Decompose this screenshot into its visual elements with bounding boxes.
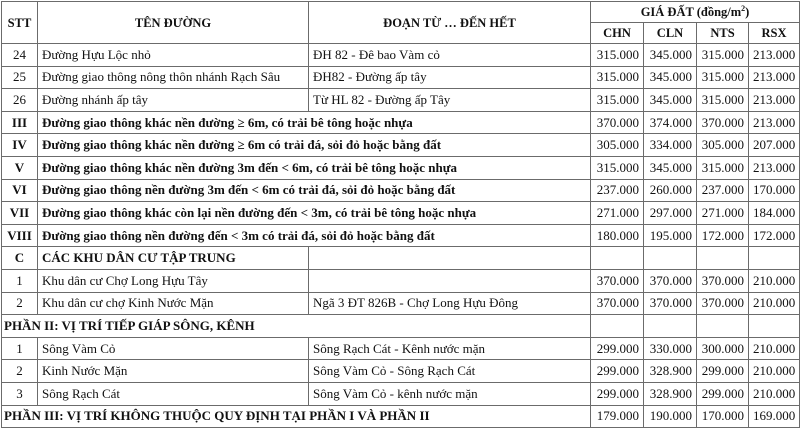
table-row bbox=[2, 44, 800, 67]
table-row bbox=[2, 89, 800, 112]
table-row bbox=[2, 66, 800, 89]
section-row-c bbox=[2, 247, 800, 270]
cell-street-name: Khu dân cư Chợ Long Hựu Tây bbox=[38, 269, 309, 292]
cell-chn: 370.000 bbox=[591, 269, 644, 292]
cell-nts: 315.000 bbox=[697, 156, 749, 179]
cell-chn: 305.000 bbox=[591, 134, 644, 157]
cell-section-name: CÁC KHU DÂN CƯ TẬP TRUNG bbox=[38, 247, 309, 270]
cell-chn: 370.000 bbox=[591, 111, 644, 134]
cell-street-name: Khu dân cư chợ Kinh Nước Mặn bbox=[38, 292, 309, 315]
cell-chn: 315.000 bbox=[591, 66, 644, 89]
cell-chn: 179.000 bbox=[591, 405, 644, 428]
cell-cln: 195.000 bbox=[644, 224, 697, 247]
cell-chn: 315.000 bbox=[591, 89, 644, 112]
cell-stt: VII bbox=[2, 202, 38, 225]
header-land-price: GIÁ ĐẤT $(đồng/m^2)$ bbox=[591, 2, 800, 23]
cell-cln bbox=[644, 247, 697, 270]
cell-street-name: Kinh Nước Mặn bbox=[38, 360, 309, 383]
cell-rsx: 210.000 bbox=[749, 382, 800, 405]
cell-cln: 374.000 bbox=[644, 111, 697, 134]
cell-nts: 370.000 bbox=[697, 269, 749, 292]
cell-cln: 345.000 bbox=[644, 66, 697, 89]
cell-stt: 1 bbox=[2, 337, 38, 360]
cell-stt: 3 bbox=[2, 382, 38, 405]
header-rsx: RSX bbox=[749, 23, 800, 44]
cell-rsx: 169.000 bbox=[749, 405, 800, 428]
cell-nts: 305.000 bbox=[697, 134, 749, 157]
cell-category-name: Đường giao thông nền đường 3m đến < 6m có trải đá, sỏi đỏ hoặc bằng đất bbox=[38, 179, 591, 202]
cell-nts: 300.000 bbox=[697, 337, 749, 360]
cell-chn: 315.000 bbox=[591, 44, 644, 67]
cell-segment bbox=[309, 247, 591, 270]
cell-rsx: 213.000 bbox=[749, 44, 800, 67]
cell-section-title: PHẦN II: VỊ TRÍ TIẾP GIÁP SÔNG, KÊNH bbox=[2, 315, 591, 338]
cell-stt: V bbox=[2, 156, 38, 179]
cell-stt: 2 bbox=[2, 292, 38, 315]
cell-nts: 315.000 bbox=[697, 44, 749, 67]
cell-rsx: 207.000 bbox=[749, 134, 800, 157]
cell-segment: Sông Vàm Cỏ - kênh nước mặn bbox=[309, 382, 591, 405]
cell-nts: 315.000 bbox=[697, 66, 749, 89]
cell-chn: 237.000 bbox=[591, 179, 644, 202]
cell-cln: 345.000 bbox=[644, 156, 697, 179]
cell-rsx: 213.000 bbox=[749, 66, 800, 89]
cell-category-name: Đường giao thông khác nền đường ≥ 6m, có trải bê tông hoặc nhựa bbox=[38, 111, 591, 134]
table-row bbox=[2, 382, 800, 405]
cell-street-name: Đường giao thông nông thôn nhánh Rạch Sâu bbox=[38, 66, 309, 89]
cell-cln bbox=[644, 315, 697, 338]
cell-nts: 271.000 bbox=[697, 202, 749, 225]
cell-stt: III bbox=[2, 111, 38, 134]
table-row bbox=[2, 360, 800, 383]
cell-segment bbox=[309, 269, 591, 292]
cell-stt: VIII bbox=[2, 224, 38, 247]
cell-rsx bbox=[749, 315, 800, 338]
header-chn: CHN bbox=[591, 23, 644, 44]
cell-category-name: Đường giao thông khác nền đường 3m đến < 6m, có trải bê tông hoặc nhựa bbox=[38, 156, 591, 179]
cell-rsx: 210.000 bbox=[749, 337, 800, 360]
category-row bbox=[2, 156, 800, 179]
cell-nts: 299.000 bbox=[697, 382, 749, 405]
cell-nts: 170.000 bbox=[697, 405, 749, 428]
cell-chn bbox=[591, 315, 644, 338]
category-row bbox=[2, 224, 800, 247]
cell-rsx: 184.000 bbox=[749, 202, 800, 225]
table-row bbox=[2, 269, 800, 292]
cell-segment: Sông Vàm Cỏ - Sông Rạch Cát bbox=[309, 360, 591, 383]
cell-rsx: 213.000 bbox=[749, 89, 800, 112]
cell-stt: C bbox=[2, 247, 38, 270]
category-row bbox=[2, 179, 800, 202]
cell-stt: IV bbox=[2, 134, 38, 157]
cell-rsx: 210.000 bbox=[749, 269, 800, 292]
cell-chn: 299.000 bbox=[591, 337, 644, 360]
cell-stt: 26 bbox=[2, 89, 38, 112]
cell-stt: 24 bbox=[2, 44, 38, 67]
cell-chn: 299.000 bbox=[591, 382, 644, 405]
cell-street-name: Đường nhánh ấp tây bbox=[38, 89, 309, 112]
header-stt: STT bbox=[2, 2, 38, 44]
cell-chn: 180.000 bbox=[591, 224, 644, 247]
cell-stt: 25 bbox=[2, 66, 38, 89]
cell-rsx: 172.000 bbox=[749, 224, 800, 247]
cell-chn: 370.000 bbox=[591, 292, 644, 315]
cell-nts: 172.000 bbox=[697, 224, 749, 247]
cell-nts: 370.000 bbox=[697, 292, 749, 315]
section-row-part-2 bbox=[2, 315, 800, 338]
cell-nts: 370.000 bbox=[697, 111, 749, 134]
cell-rsx: 210.000 bbox=[749, 360, 800, 383]
cell-cln: 328.900 bbox=[644, 360, 697, 383]
cell-street-name: Sông Vàm Cỏ bbox=[38, 337, 309, 360]
cell-segment: Sông Rạch Cát - Kênh nước mặn bbox=[309, 337, 591, 360]
cell-cln: 334.000 bbox=[644, 134, 697, 157]
header-cln: CLN bbox=[644, 23, 697, 44]
cell-cln: 328.900 bbox=[644, 382, 697, 405]
cell-cln: 370.000 bbox=[644, 292, 697, 315]
table-row bbox=[2, 337, 800, 360]
cell-section-title: PHẦN III: VỊ TRÍ KHÔNG THUỘC QUY ĐỊNH TẠI PHẦN I VÀ PHẦN II bbox=[2, 405, 591, 428]
cell-chn: 315.000 bbox=[591, 156, 644, 179]
cell-segment: Ngã 3 ĐT 826B - Chợ Long Hựu Đông bbox=[309, 292, 591, 315]
cell-rsx: 213.000 bbox=[749, 156, 800, 179]
category-row bbox=[2, 202, 800, 225]
header-segment: ĐOẠN TỪ … ĐẾN HẾT bbox=[309, 2, 591, 44]
cell-nts: 237.000 bbox=[697, 179, 749, 202]
cell-cln: 370.000 bbox=[644, 269, 697, 292]
cell-street-name: Sông Rạch Cát bbox=[38, 382, 309, 405]
cell-stt: 1 bbox=[2, 269, 38, 292]
cell-category-name: Đường giao thông nền đường đến < 3m có trải đá, sỏi đỏ hoặc bằng đất bbox=[38, 224, 591, 247]
cell-cln: 260.000 bbox=[644, 179, 697, 202]
cell-chn: 271.000 bbox=[591, 202, 644, 225]
cell-nts bbox=[697, 315, 749, 338]
header-street-name: TÊN ĐƯỜNG bbox=[38, 2, 309, 44]
cell-nts bbox=[697, 247, 749, 270]
cell-rsx bbox=[749, 247, 800, 270]
cell-category-name: Đường giao thông khác còn lại nền đường đến < 3m, có trải bê tông hoặc nhựa bbox=[38, 202, 591, 225]
cell-cln: 345.000 bbox=[644, 89, 697, 112]
cell-category-name: Đường giao thông khác nền đường ≥ 6m có trải đá, sỏi đỏ hoặc bằng đất bbox=[38, 134, 591, 157]
table-row bbox=[2, 292, 800, 315]
cell-chn bbox=[591, 247, 644, 270]
cell-segment: ĐH82 - Đường ấp tây bbox=[309, 66, 591, 89]
land-price-table bbox=[1, 1, 800, 428]
cell-stt: 2 bbox=[2, 360, 38, 383]
category-row bbox=[2, 111, 800, 134]
section-row-part-3 bbox=[2, 405, 800, 428]
cell-nts: 315.000 bbox=[697, 89, 749, 112]
cell-street-name: Đường Hựu Lộc nhỏ bbox=[38, 44, 309, 67]
cell-rsx: 213.000 bbox=[749, 111, 800, 134]
cell-chn: 299.000 bbox=[591, 360, 644, 383]
cell-nts: 299.000 bbox=[697, 360, 749, 383]
cell-cln: 190.000 bbox=[644, 405, 697, 428]
cell-cln: 330.000 bbox=[644, 337, 697, 360]
cell-cln: 297.000 bbox=[644, 202, 697, 225]
cell-rsx: 210.000 bbox=[749, 292, 800, 315]
header-nts: NTS bbox=[697, 23, 749, 44]
cell-stt: VI bbox=[2, 179, 38, 202]
cell-segment: Từ HL 82 - Đường ấp Tây bbox=[309, 89, 591, 112]
cell-cln: 345.000 bbox=[644, 44, 697, 67]
category-row bbox=[2, 134, 800, 157]
cell-rsx: 170.000 bbox=[749, 179, 800, 202]
cell-segment: ĐH 82 - Đê bao Vàm cỏ bbox=[309, 44, 591, 67]
